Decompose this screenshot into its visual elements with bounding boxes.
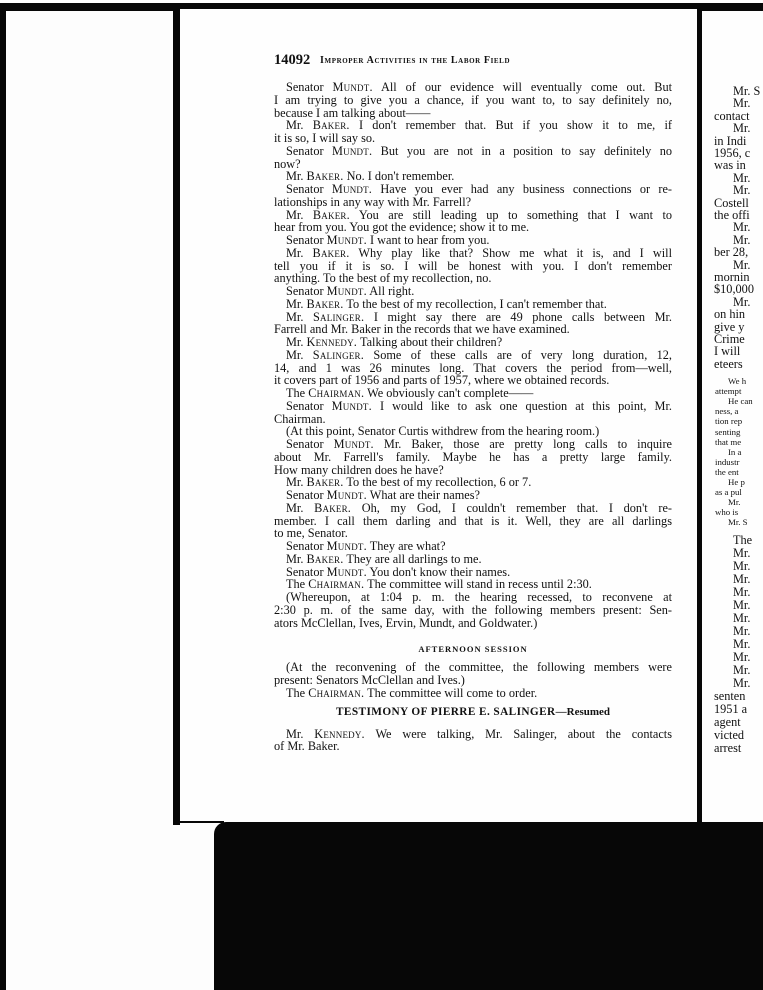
- speaker-name: Baker.: [312, 207, 350, 222]
- footnote-fragment: Mr. S: [728, 517, 748, 528]
- text-fragment: Mr.: [733, 585, 751, 599]
- line-text: of Mr. Baker.: [274, 739, 340, 754]
- line-text: We were talking, Mr. Salinger, about the contacts: [375, 726, 672, 741]
- paragraph: [274, 209, 672, 235]
- speaker-prefix: Mr.: [286, 551, 304, 566]
- footnote-fragment: ness, a: [715, 406, 739, 417]
- line-text: it is so, I will say so.: [274, 131, 376, 145]
- footnote-fragment: Mr.: [728, 497, 741, 508]
- line-text: I don't remember that. But if you show it to me, if: [358, 118, 672, 133]
- line-text: To the best of my recollection, 6 or 7.: [346, 475, 532, 490]
- text-fragment: Mr.: [733, 232, 751, 247]
- footnote-fragment: as a pul: [715, 487, 742, 498]
- text-fragment: Mr.: [733, 624, 751, 638]
- line-text: because I am talking about——: [274, 105, 431, 120]
- text-line: [274, 740, 672, 753]
- speaker-name: Baker.: [306, 475, 344, 490]
- text-fragment: was in: [714, 158, 746, 173]
- speaker-name: Baker.: [306, 296, 344, 311]
- text-fragment: 1951 a: [714, 702, 748, 716]
- footnote-fragment: tion rep: [715, 416, 743, 427]
- text-fragment: 1956, c: [714, 146, 751, 160]
- speaker-name: Baker.: [312, 118, 350, 133]
- text-fragment: Mr.: [733, 546, 751, 560]
- speaker-prefix: Mr.: [286, 309, 304, 324]
- line-text: What are their names?: [369, 488, 481, 502]
- speaker-prefix: Mr.: [286, 500, 304, 515]
- line-text: You don't know their names.: [369, 564, 511, 579]
- speaker-name: Mundt.: [331, 182, 373, 196]
- text-line: [274, 145, 672, 158]
- line-text: Farrell and Mr. Baker in the records that we have examined.: [274, 322, 570, 337]
- text-fragment: contact: [714, 108, 750, 123]
- text-fragment: Crime: [714, 332, 745, 346]
- speaker-prefix: Senator: [286, 539, 324, 553]
- line-text: We obviously can't complete——: [367, 386, 534, 400]
- speaker-name: Mundt.: [326, 488, 367, 502]
- testimony-heading: [274, 706, 672, 718]
- text-fragment: ber 28,: [714, 245, 749, 260]
- running-head: Improper Activities in the Labor Field: [320, 55, 511, 66]
- paragraph: [274, 349, 672, 387]
- line-text: The committee will come to order.: [367, 685, 538, 700]
- line-text: How many children does he have?: [274, 462, 444, 477]
- speaker-name: Mundt.: [326, 233, 367, 247]
- speaker-name: Baker.: [306, 169, 344, 184]
- text-fragment: Mr.: [733, 294, 751, 309]
- session-heading: [274, 643, 672, 655]
- speaker-name: Mundt.: [331, 398, 372, 413]
- text-fragment: Mr.: [733, 121, 751, 136]
- speaker-prefix: Senator: [286, 284, 324, 298]
- speaker-prefix: Mr.: [286, 347, 304, 362]
- text-fragment: give y: [714, 319, 745, 334]
- line-text: I would like to ask one question at this point, Mr.: [379, 398, 672, 413]
- scan-left-edge: [0, 5, 6, 990]
- text-fragment: Mr.: [733, 611, 751, 625]
- text-fragment: Mr.: [733, 220, 751, 235]
- speaker-name: Baker.: [312, 245, 350, 260]
- line-text: Mr. Baker, those are pretty long calls to inquire: [383, 437, 673, 451]
- footnote-fragment: industr: [715, 456, 740, 467]
- paragraph: [274, 119, 672, 145]
- text-fragment: Mr.: [733, 559, 751, 573]
- line-text: (Whereupon, at 1:04 p. m. the hearing recessed, to reconvene at: [286, 590, 672, 604]
- line-text: (At the reconvening of the committee, the following members were: [286, 660, 672, 675]
- line-text: Talking about their children?: [359, 335, 503, 349]
- footnote-fragment: In a: [728, 446, 742, 457]
- footnote-fragment: He can: [728, 396, 753, 407]
- line-text: (At this point, Senator Curtis withdrew from the hearing room.): [286, 424, 600, 439]
- speaker-name: Mundt.: [333, 437, 374, 451]
- text-fragment: victed: [714, 728, 745, 742]
- text-fragment: Mr. S: [733, 84, 761, 98]
- speaker-name: Chairman.: [308, 386, 365, 400]
- line-text: lationships in any way with Mr. Farrell?: [274, 194, 472, 209]
- page-stack-gutter: [173, 5, 180, 825]
- line-text: it covers part of 1956 and parts of 1957, where we obtained records.: [274, 373, 610, 388]
- text-fragment: The: [733, 533, 753, 547]
- text-column: [274, 81, 672, 753]
- line-text: The committee will stand in recess until 2:30.: [367, 577, 592, 592]
- footnote-fragment: senting: [715, 426, 741, 437]
- paragraph: [274, 438, 672, 476]
- speaker-prefix: Senator: [286, 564, 324, 579]
- text-fragment: Mr.: [733, 663, 751, 677]
- paragraph: [274, 311, 672, 337]
- heading-suffix: —Resumed: [555, 705, 611, 718]
- speaker-prefix: Senator: [286, 143, 324, 158]
- line-text: ators McClellan, Ives, Ervin, Mundt, and Goldwater.): [274, 615, 538, 630]
- speaker-name: Kennedy.: [314, 726, 365, 741]
- paragraph: [274, 400, 672, 426]
- paragraph: [274, 728, 672, 754]
- speaker-prefix: The: [286, 685, 306, 700]
- speaker-prefix: Senator: [286, 488, 324, 502]
- text-line: [274, 687, 672, 700]
- speaker-name: Mundt.: [332, 80, 373, 94]
- line-text: They are all darlings to me.: [346, 551, 482, 566]
- paragraph: [274, 81, 672, 119]
- speaker-prefix: Senator: [286, 398, 324, 413]
- speaker-name: Salinger.: [312, 347, 365, 362]
- text-fragment: Mr.: [733, 676, 751, 690]
- page-bottom-edge: [174, 821, 224, 823]
- line-text: about Mr. Farrell's family. Maybe he has a pretty large family.: [274, 449, 672, 464]
- speaker-name: Chairman.: [308, 685, 365, 700]
- paragraph: [274, 183, 672, 209]
- paragraph: [274, 502, 672, 540]
- line-text: 2:30 p. m. of the same day, with the following members present: Sen-: [274, 602, 672, 617]
- bottom-dark-area: [214, 822, 763, 990]
- speaker-name: Mundt.: [326, 539, 367, 553]
- speaker-prefix: Mr.: [286, 475, 304, 490]
- speaker-prefix: Senator: [286, 233, 324, 247]
- footnote-fragment: that me: [715, 436, 742, 447]
- heading-text: AFTERNOON SESSION: [418, 644, 528, 655]
- text-line: [274, 400, 672, 413]
- text-fragment: Mr.: [733, 637, 751, 651]
- text-fragment: the offi: [714, 208, 750, 222]
- text-fragment: mornin: [714, 270, 750, 284]
- text-fragment: I will: [714, 344, 741, 359]
- line-text: All of our evidence will eventually come out. But: [381, 80, 673, 94]
- speaker-prefix: Senator: [286, 182, 324, 196]
- speaker-prefix: Mr.: [286, 169, 304, 184]
- line-text: All right.: [369, 284, 415, 298]
- text-fragment: Mr.: [733, 572, 751, 586]
- line-text: Why play like that? Show me what it is, and I will: [358, 245, 672, 260]
- speaker-name: Salinger.: [313, 309, 365, 324]
- paragraph: [274, 687, 672, 700]
- text-fragment: Mr.: [733, 170, 751, 185]
- paragraph: [274, 661, 672, 687]
- text-fragment: arrest: [714, 741, 742, 755]
- line-text: They are what?: [369, 539, 446, 553]
- line-text: anything. To the best of my recollection, no.: [274, 271, 492, 286]
- line-text: I might say there are 49 phone calls between Mr.: [373, 309, 672, 324]
- line-text: member. I call them darling and that is it. Well, they are all darlings: [274, 513, 672, 528]
- text-fragment: Mr.: [733, 598, 751, 612]
- line-text: 14, and 1 was 26 minutes long. That covers the period from—well,: [274, 360, 672, 375]
- line-text: Some of these calls are of very long duration, 12,: [373, 347, 672, 362]
- speaker-prefix: The: [286, 386, 306, 400]
- footnote-fragment: who is: [715, 507, 739, 518]
- speaker-name: Mundt.: [332, 143, 373, 158]
- line-text: Have you ever had any business connections or re-: [380, 182, 673, 196]
- footnote-fragment: attempt: [715, 386, 742, 397]
- text-fragment: eteers: [714, 356, 743, 371]
- speaker-name: Mundt.: [326, 564, 367, 579]
- speaker-name: Baker.: [314, 500, 352, 515]
- line-text: tell you if it is so. I will be honest with you. I don't remember: [274, 258, 672, 273]
- text-fragment: senten: [714, 689, 746, 703]
- line-text: now?: [274, 156, 301, 171]
- footnote-fragment: the ent: [715, 466, 739, 477]
- speaker-prefix: Mr.: [286, 207, 304, 222]
- text-fragment: Mr.: [733, 650, 751, 664]
- paragraph: [274, 591, 672, 629]
- speaker-name: Chairman.: [308, 577, 365, 592]
- text-fragment: Mr.: [733, 257, 751, 272]
- speaker-prefix: Mr.: [286, 335, 304, 349]
- text-fragment: Costell: [714, 195, 749, 210]
- line-text: Oh, my God, I couldn't remember that. I don't re-: [361, 500, 673, 515]
- speaker-name: Kennedy.: [306, 335, 358, 349]
- line-text: Chairman.: [274, 411, 326, 426]
- speaker-name: Baker.: [306, 551, 344, 566]
- text-fragment: $10,000: [714, 282, 754, 297]
- line-text: hear from you. You got the evidence; show it to me.: [274, 220, 530, 235]
- heading-text: TESTIMONY OF PIERRE E. SALINGER: [335, 705, 556, 718]
- speaker-prefix: Mr.: [286, 296, 304, 311]
- speaker-prefix: Senator: [286, 80, 324, 94]
- line-text: present: Senators McClellan and Ives.): [274, 673, 465, 687]
- speaker-prefix: Mr.: [286, 118, 304, 133]
- paragraph: [274, 145, 672, 171]
- line-text: To the best of my recollection, I can't remember that.: [346, 296, 607, 311]
- text-fragment: agent: [714, 715, 741, 729]
- speaker-name: Mundt.: [326, 284, 367, 298]
- paragraph: [274, 247, 672, 285]
- speaker-prefix: Mr.: [286, 726, 304, 741]
- footnote-fragment: He p: [728, 477, 745, 487]
- line-text: I am trying to give you a chance, if you want to, to say definitely no,: [274, 92, 672, 107]
- footnote-fragment: We h: [728, 376, 747, 386]
- text-fragment: Mr.: [733, 96, 751, 111]
- line-text: No. I don't remember.: [346, 169, 455, 184]
- line-text: I want to hear from you.: [369, 233, 490, 247]
- speaker-prefix: Senator: [286, 437, 324, 451]
- speaker-prefix: Mr.: [286, 245, 304, 260]
- page-number: 14092: [274, 52, 311, 68]
- text-fragment: in Indi: [714, 133, 747, 148]
- text-fragment: on hin: [714, 307, 746, 322]
- line-text: You are still leading up to something that I want to: [358, 207, 673, 222]
- speaker-prefix: The: [286, 577, 306, 592]
- line-text: to me, Senator.: [274, 526, 348, 541]
- text-line: [274, 617, 672, 630]
- right-facing-page: [702, 20, 763, 822]
- line-text: But you are not in a position to say definitely no: [380, 143, 672, 158]
- text-fragment: Mr.: [733, 183, 751, 198]
